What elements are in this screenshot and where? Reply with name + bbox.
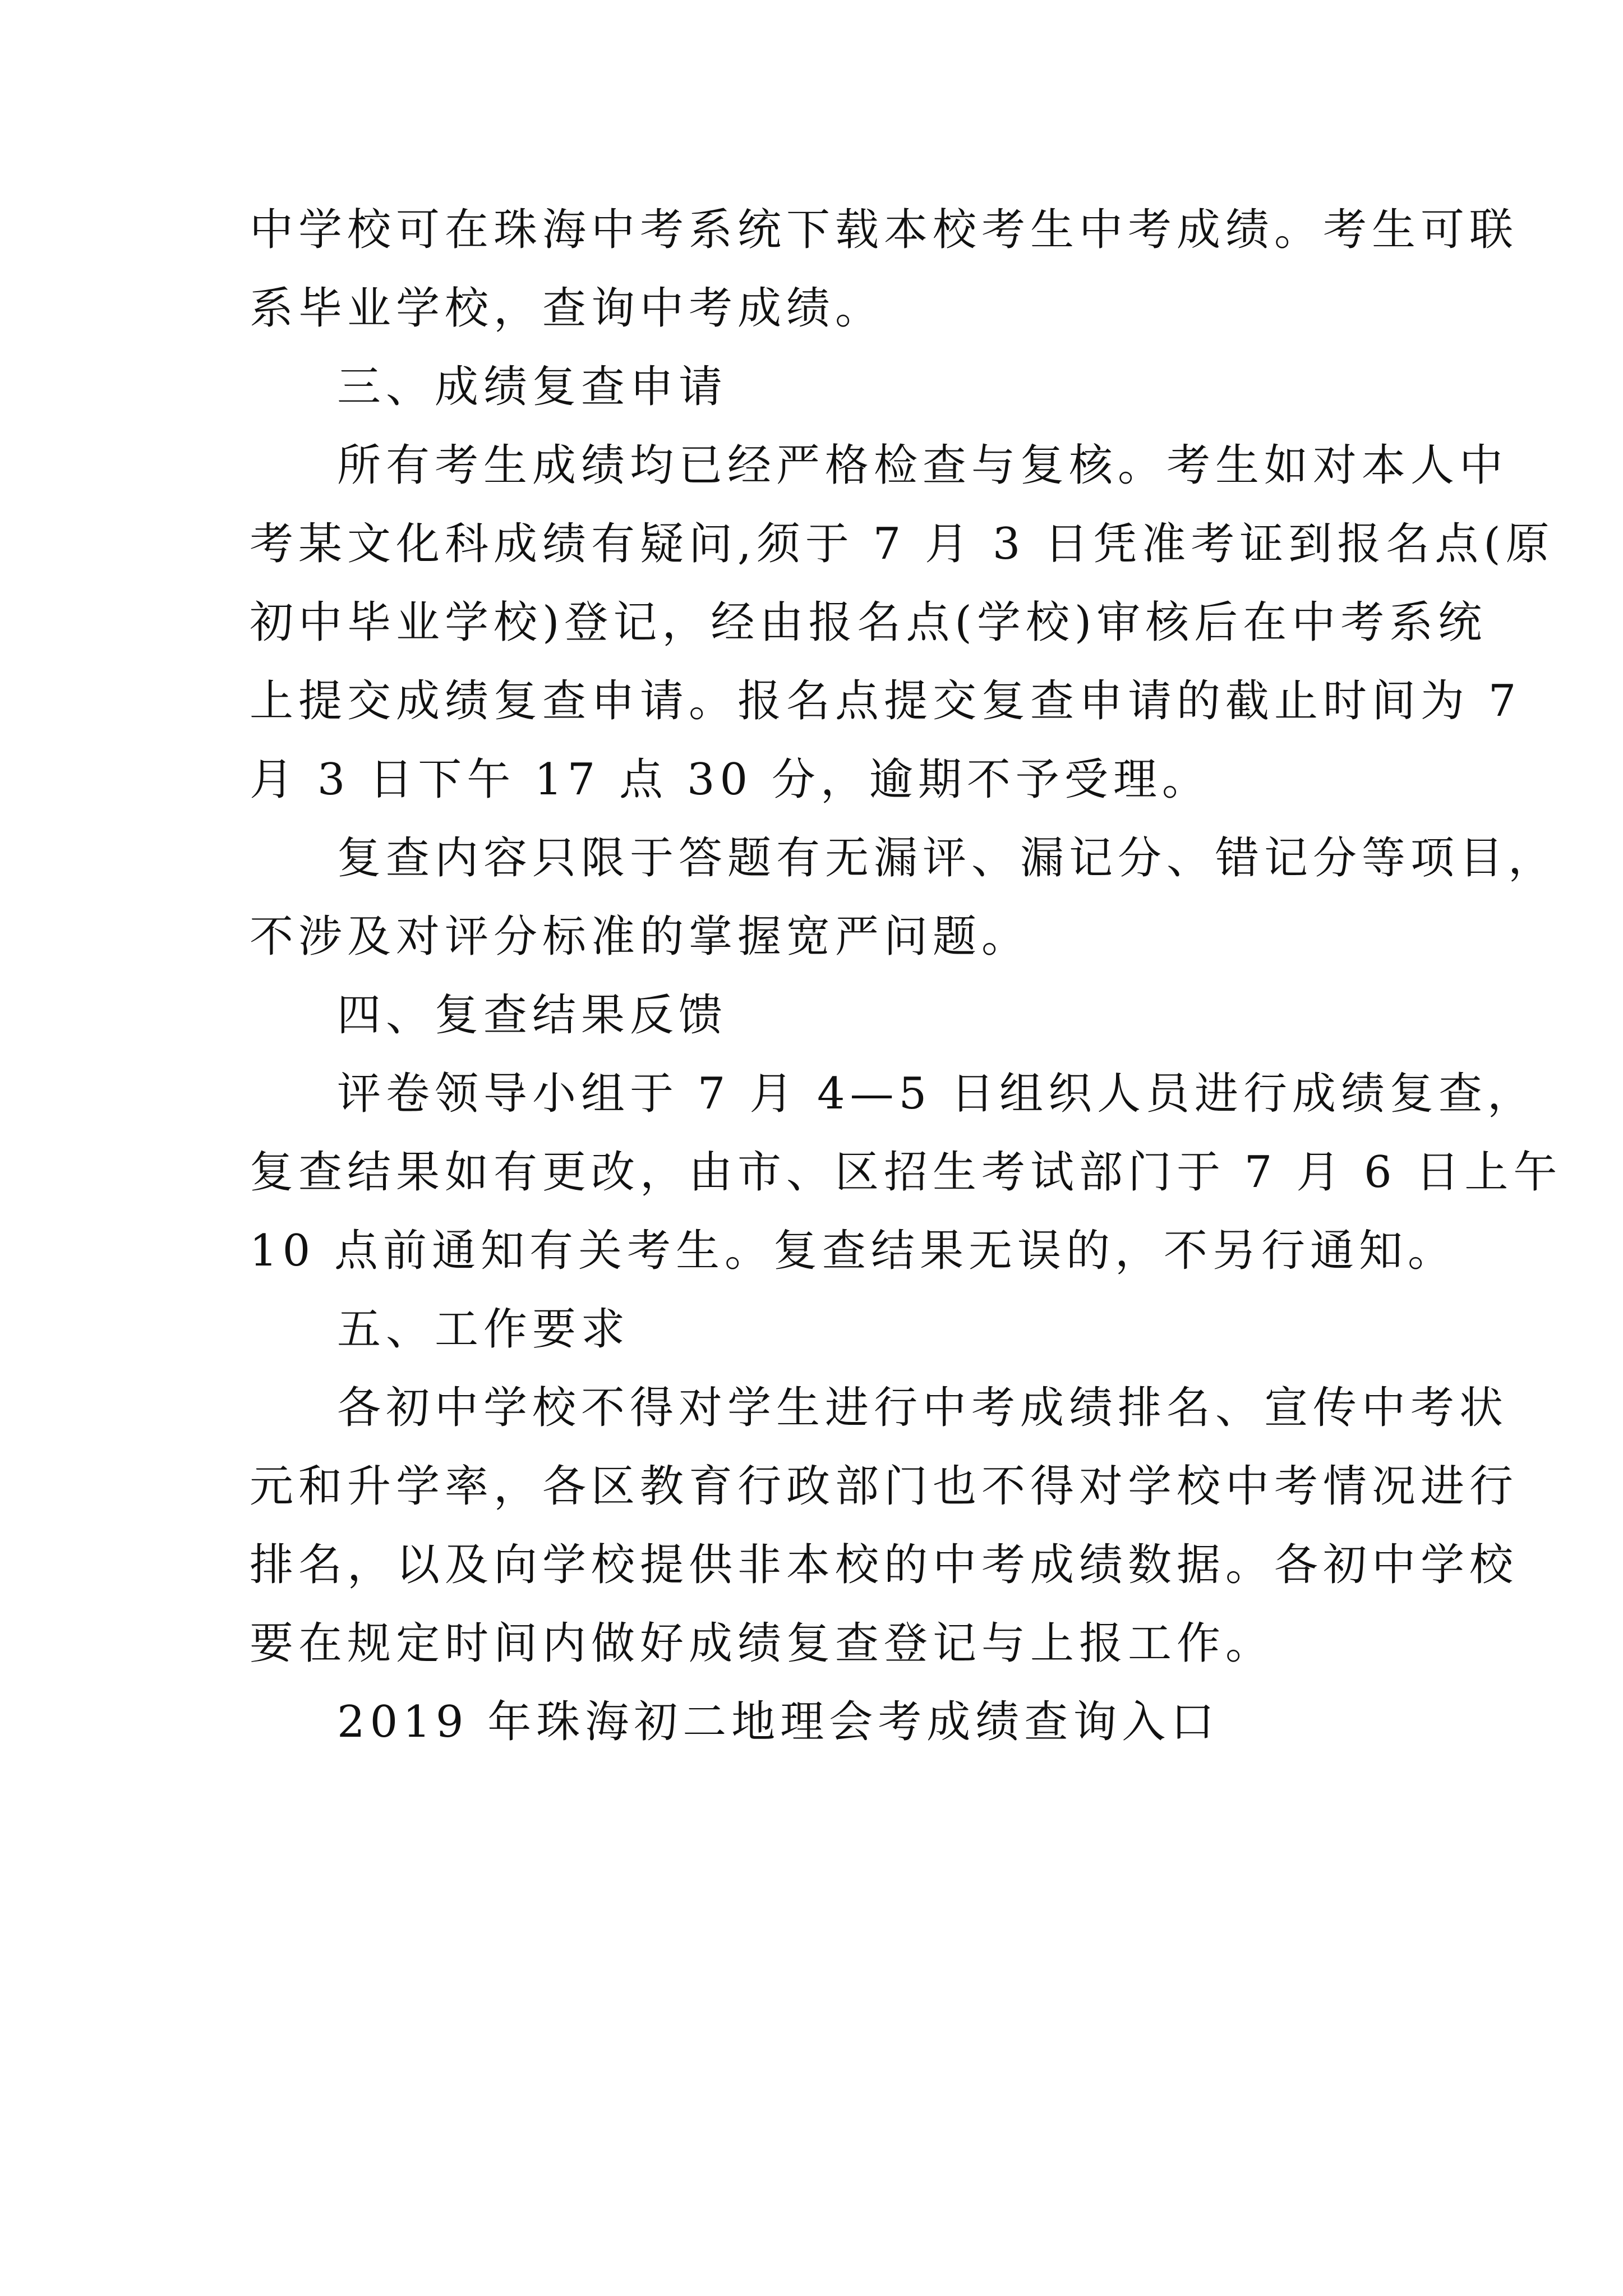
body-line: 考某文化科成绩有疑问,须于 7 月 3 日凭准考证到报名点(原 [250, 519, 1555, 569]
body-line: 复查结果如有更改，由市、区招生考试部门于 7 月 6 日上午 [250, 1147, 1562, 1198]
section-heading: 三、成绩复查申请 [337, 362, 728, 412]
paragraph-first-line: 各初中学校不得对学生进行中考成绩排名、宣传中考状 [337, 1383, 1509, 1433]
body-line: 系毕业学校，查询中考成绩。 [250, 283, 884, 334]
section-heading: 五、工作要求 [337, 1304, 630, 1355]
document-body [250, 191, 1562, 1761]
body-line: 月 3 日下午 17 点 30 分，逾期不予受理。 [250, 754, 1211, 805]
body-line: 元和升学率，各区教育行政部门也不得对学校中考情况进行 [250, 1461, 1519, 1512]
body-line: 不涉及对评分标准的掌握宽严问题。 [250, 912, 1031, 962]
body-line: 10 点前通知有关考生。复查结果无误的，不另行通知。 [250, 1226, 1457, 1276]
section-heading: 四、复查结果反馈 [337, 990, 728, 1041]
body-line: 要在规定时间内做好成绩复查登记与上报工作。 [250, 1618, 1275, 1669]
body-line: 上提交成绩复查申请。报名点提交复查申请的截止时间为 7 [250, 676, 1521, 726]
closing-line: 2019 年珠海初二地理会考成绩查询入口 [337, 1697, 1220, 1747]
paragraph-first-line: 所有考生成绩均已经严格检查与复核。考生如对本人中 [337, 440, 1509, 491]
body-line: 初中毕业学校)登记，经由报名点(学校)审核后在中考系统 [250, 597, 1487, 648]
paragraph-first-line: 复查内容只限于答题有无漏评、漏记分、错记分等项目， [337, 833, 1557, 884]
body-line: 排名，以及向学校提供非本校的中考成绩数据。各初中学校 [250, 1540, 1519, 1590]
body-line: 中学校可在珠海中考系统下载本校考生中考成绩。考生可联 [250, 205, 1519, 255]
paragraph-first-line: 评卷领导小组于 7 月 4—5 日组织人员进行成绩复查， [337, 1069, 1537, 1119]
